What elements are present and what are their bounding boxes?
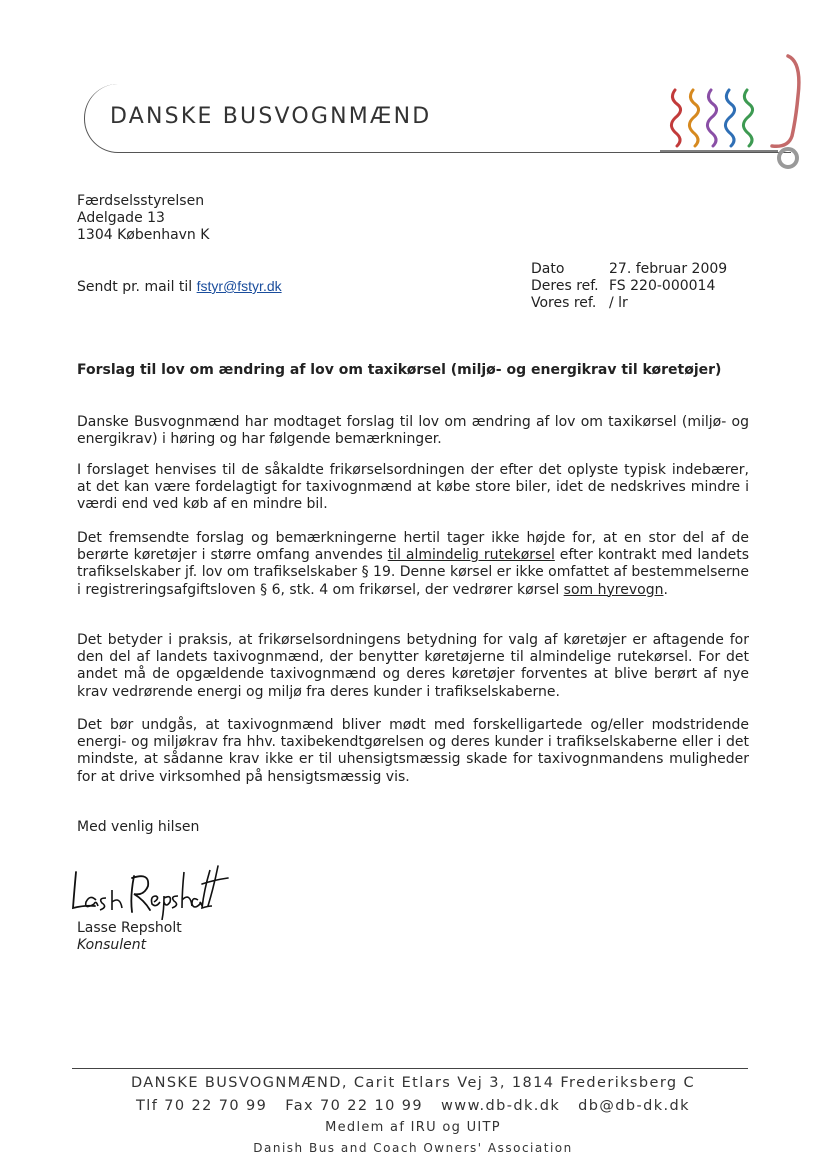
logo-squiggle-red <box>671 90 680 146</box>
body-paragraph-3-part-b: efter kontrakt med landets trafikselskaber jf. lov om trafikselskaber § 19. Denne kørsel er ikke omfattet af bestemmelserne i registreringsafgiftsloven § 6, stk. 4 om frikørsel, der vedrører kørsel <box>77 547 749 598</box>
sent-by-mail <box>77 278 282 296</box>
body-paragraph-3-underline-1: til almindelig rutekørsel <box>387 547 555 564</box>
footer-english-name: Danish Bus and Coach Owners' Association <box>253 1141 573 1155</box>
body-paragraph-3 <box>77 530 749 599</box>
meta-our-ref-label: Vores ref. <box>531 295 597 311</box>
meta-date-row <box>531 261 727 278</box>
body-paragraph-3-part-a: Det fremsendte forslag og bemærkningerne hertil tager ikke højde for, at en stor del af de berørte køretøjer i større omfang anvendes <box>77 530 749 564</box>
body-paragraph-4: Det betyder i praksis, at frikørselsordningens betydning for valg af køretøjer er aftagende for den del af landets taxivognmænd, der benytter køretøjerne til almindelige rutekørsel. For det andet må de opgældende taxivognmænd og deres køretøjer forventes at blive berørt af nye krav vedrørende energi og miljø fra deres kunder i trafikselskaberne. <box>77 632 749 700</box>
sent-by-prefix: Sendt pr. mail til <box>77 279 197 295</box>
footer-membership: Medlem af IRU og UITP <box>325 1120 501 1135</box>
meta-their-ref-value: FS 220-000014 <box>609 278 716 294</box>
logo-squiggle-blue <box>725 90 734 146</box>
meta-date-label: Dato <box>531 261 565 277</box>
body-paragraph-3-underline-2: som hyrevogn <box>563 581 664 598</box>
recipient-address <box>77 193 209 244</box>
footer-contact: Tlf 70 22 70 99 Fax 70 22 10 99 www.db-dk.dk db@db-dk.dk <box>136 1098 690 1114</box>
body-paragraph-5: Det bør undgås, at taxivognmænd bliver mødt med forskelligartede og/eller modstridende energi- og miljøkrav fra hhv. taxibekendtgørelsen og deres kunder i trafikselskaberne eller i det mindste, at sådanne krav ikke er til uhensigtsmæssig skade for taxivognmandens muligheder for at drive virksomhed på hensigtsmæssig vis. <box>77 717 749 785</box>
meta-our-ref-value: / lr <box>609 295 628 311</box>
logo-squiggle-green <box>743 90 752 146</box>
body-paragraph-3-part-c: . <box>663 581 668 598</box>
footer-divider <box>72 1068 748 1069</box>
company-logo-icon <box>660 52 810 182</box>
recipient-city: 1304 København K <box>77 227 210 243</box>
logo-squiggle-purple <box>707 90 716 146</box>
body-paragraph-1: Danske Busvognmænd har modtaget forslag til lov om ændring af lov om taxikørsel (miljø- og energikrav) i høring og har følgende bemærkninger. <box>77 414 749 448</box>
footer-address: DANSKE BUSVOGNMÆND, Carit Etlars Vej 3, 1814 Frederiksberg C <box>130 1075 696 1091</box>
recipient-name: Færdselsstyrelsen <box>77 193 205 209</box>
signer-name: Lasse Repsholt <box>77 920 182 936</box>
meta-date-value: 27. februar 2009 <box>609 261 728 277</box>
meta-their-ref-row <box>531 278 727 295</box>
meta-our-ref-row <box>531 295 727 312</box>
logo-bus-outline <box>772 56 799 146</box>
handwritten-signature <box>70 862 240 920</box>
meta-their-ref-label: Deres ref. <box>531 278 599 294</box>
closing-greeting: Med venlig hilsen <box>77 819 200 835</box>
logo-squiggle-orange <box>689 90 698 146</box>
letter-subject: Forslag til lov om ændring af lov om taxikørsel (miljø- og energikrav til køretøjer) <box>77 362 722 378</box>
letter-meta <box>531 261 727 312</box>
body-paragraph-2: I forslaget henvises til de såkaldte frikørselsordningen der efter det oplyste typisk indebærer, at det kan være fordelagtigt for taxivognmænd at købe store biler, idet de nedskrives mindre i værdi end ved køb af en mindre bil. <box>77 462 749 513</box>
logo-wheel-icon <box>779 149 797 167</box>
recipient-street: Adelgade 13 <box>77 210 165 226</box>
signer-title: Konsulent <box>77 937 147 953</box>
recipient-email-link[interactable]: fstyr@fstyr.dk <box>196 278 282 294</box>
company-name: DANSKE BUSVOGNMÆND <box>110 104 432 129</box>
